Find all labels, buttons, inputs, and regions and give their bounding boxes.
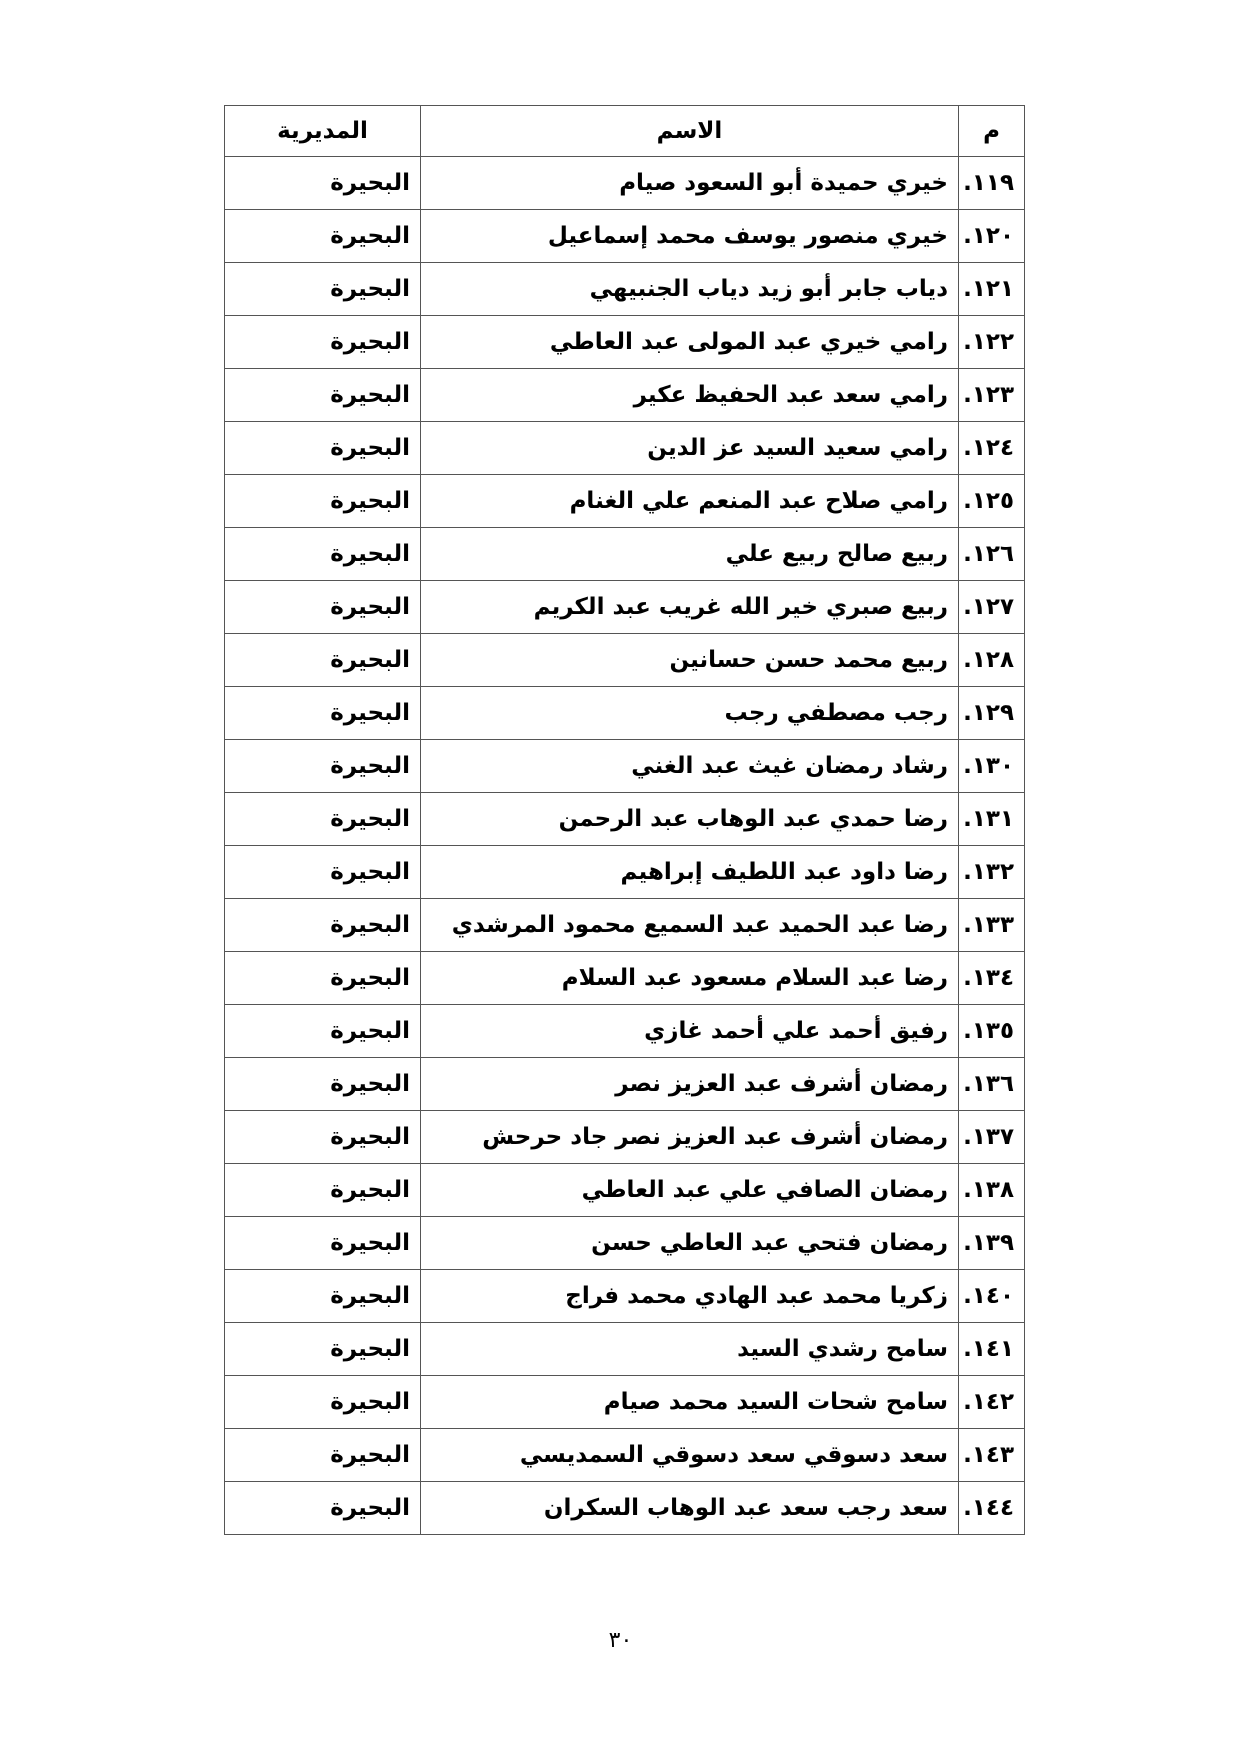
row-name: ربيع صبري خير الله غريب عبد الكريم (421, 581, 959, 634)
row-directorate: البحيرة (225, 581, 421, 634)
table-row (225, 793, 1025, 846)
row-name: خيري حميدة أبو السعود صيام (421, 157, 959, 210)
table-row (225, 1482, 1025, 1535)
row-directorate: البحيرة (225, 1376, 421, 1429)
table-row (225, 1270, 1025, 1323)
table-row (225, 1058, 1025, 1111)
row-name: زكريا محمد عبد الهادي محمد فراج (421, 1270, 959, 1323)
table-row (225, 687, 1025, 740)
row-directorate: البحيرة (225, 1058, 421, 1111)
row-directorate: البحيرة (225, 528, 421, 581)
row-directorate: البحيرة (225, 263, 421, 316)
row-directorate: البحيرة (225, 157, 421, 210)
table-row (225, 1323, 1025, 1376)
header-number: م (959, 106, 1025, 157)
table-row (225, 157, 1025, 210)
table-row (225, 369, 1025, 422)
row-directorate: البحيرة (225, 210, 421, 263)
table-row (225, 846, 1025, 899)
row-name: رامي صلاح عبد المنعم علي الغنام (421, 475, 959, 528)
row-directorate: البحيرة (225, 1323, 421, 1376)
row-number: ١٣٣. (959, 899, 1025, 952)
row-number: ١٤٤. (959, 1482, 1025, 1535)
row-number: ١٤١. (959, 1323, 1025, 1376)
row-number: ١٣٦. (959, 1058, 1025, 1111)
row-directorate: البحيرة (225, 422, 421, 475)
header-name: الاسم (421, 106, 959, 157)
row-name: رمضان أشرف عبد العزيز نصر جاد حرحش (421, 1111, 959, 1164)
row-directorate: البحيرة (225, 793, 421, 846)
row-directorate: البحيرة (225, 1217, 421, 1270)
row-name: رجب مصطفي رجب (421, 687, 959, 740)
row-directorate: البحيرة (225, 899, 421, 952)
row-directorate: البحيرة (225, 1111, 421, 1164)
row-number: ١٣٥. (959, 1005, 1025, 1058)
table-header-row (225, 106, 1025, 157)
row-directorate: البحيرة (225, 475, 421, 528)
row-name: سامح شحات السيد محمد صيام (421, 1376, 959, 1429)
table-row (225, 1376, 1025, 1429)
row-number: ١٢٩. (959, 687, 1025, 740)
table-row (225, 422, 1025, 475)
row-directorate: البحيرة (225, 1270, 421, 1323)
table-row (225, 740, 1025, 793)
row-number: ١٣٢. (959, 846, 1025, 899)
header-directorate: المديرية (225, 106, 421, 157)
page-number: ٣٠ (608, 1628, 633, 1653)
row-directorate: البحيرة (225, 1482, 421, 1535)
row-name: رضا حمدي عبد الوهاب عبد الرحمن (421, 793, 959, 846)
row-number: ١٣٨. (959, 1164, 1025, 1217)
row-number: ١٢١. (959, 263, 1025, 316)
table-row (225, 1217, 1025, 1270)
row-number: ١٢٥. (959, 475, 1025, 528)
table-row (225, 316, 1025, 369)
table-row (225, 952, 1025, 1005)
row-number: ١٢٦. (959, 528, 1025, 581)
row-name: خيري منصور يوسف محمد إسماعيل (421, 210, 959, 263)
row-number: ١٣٩. (959, 1217, 1025, 1270)
table-row (225, 475, 1025, 528)
row-name: ربيع محمد حسن حسانين (421, 634, 959, 687)
row-number: ١٢٧. (959, 581, 1025, 634)
table-row (225, 1429, 1025, 1482)
row-name: سامح رشدي السيد (421, 1323, 959, 1376)
row-directorate: البحيرة (225, 952, 421, 1005)
row-number: ١٣١. (959, 793, 1025, 846)
row-name: رضا داود عبد اللطيف إبراهيم (421, 846, 959, 899)
names-table (224, 105, 1025, 1535)
row-number: ١٤٠. (959, 1270, 1025, 1323)
table-row (225, 1111, 1025, 1164)
row-number: ١٤٣. (959, 1429, 1025, 1482)
row-name: رضا عبد السلام مسعود عبد السلام (421, 952, 959, 1005)
row-number: ١٢٢. (959, 316, 1025, 369)
row-name: سعد دسوقي سعد دسوقي السمديسي (421, 1429, 959, 1482)
table-row (225, 528, 1025, 581)
row-name: رفيق أحمد علي أحمد غازي (421, 1005, 959, 1058)
table-row (225, 899, 1025, 952)
row-number: ١١٩. (959, 157, 1025, 210)
row-name: رامي سعد عبد الحفيظ عكير (421, 369, 959, 422)
row-number: ١٤٢. (959, 1376, 1025, 1429)
row-directorate: البحيرة (225, 369, 421, 422)
row-number: ١٢٨. (959, 634, 1025, 687)
row-directorate: البحيرة (225, 1164, 421, 1217)
row-directorate: البحيرة (225, 316, 421, 369)
table-row (225, 210, 1025, 263)
row-directorate: البحيرة (225, 740, 421, 793)
row-number: ١٣٤. (959, 952, 1025, 1005)
row-directorate: البحيرة (225, 687, 421, 740)
row-name: رمضان أشرف عبد العزيز نصر (421, 1058, 959, 1111)
table-row (225, 581, 1025, 634)
row-number: ١٢٠. (959, 210, 1025, 263)
row-name: رمضان فتحي عبد العاطي حسن (421, 1217, 959, 1270)
row-number: ١٢٤. (959, 422, 1025, 475)
row-name: ربيع صالح ربيع علي (421, 528, 959, 581)
row-name: رمضان الصافي علي عبد العاطي (421, 1164, 959, 1217)
table-row (225, 263, 1025, 316)
row-name: سعد رجب سعد عبد الوهاب السكران (421, 1482, 959, 1535)
row-number: ١٣٧. (959, 1111, 1025, 1164)
row-name: رامي خيري عبد المولى عبد العاطي (421, 316, 959, 369)
row-number: ١٢٣. (959, 369, 1025, 422)
table-body (225, 157, 1025, 1535)
table-row (225, 1164, 1025, 1217)
row-name: دياب جابر أبو زيد دياب الجنبيهي (421, 263, 959, 316)
row-name: رشاد رمضان غيث عبد الغني (421, 740, 959, 793)
row-name: رامي سعيد السيد عز الدين (421, 422, 959, 475)
table-row (225, 634, 1025, 687)
row-directorate: البحيرة (225, 846, 421, 899)
row-directorate: البحيرة (225, 1429, 421, 1482)
table-row (225, 1005, 1025, 1058)
row-directorate: البحيرة (225, 1005, 421, 1058)
row-name: رضا عبد الحميد عبد السميع محمود المرشدي (421, 899, 959, 952)
row-number: ١٣٠. (959, 740, 1025, 793)
row-directorate: البحيرة (225, 634, 421, 687)
